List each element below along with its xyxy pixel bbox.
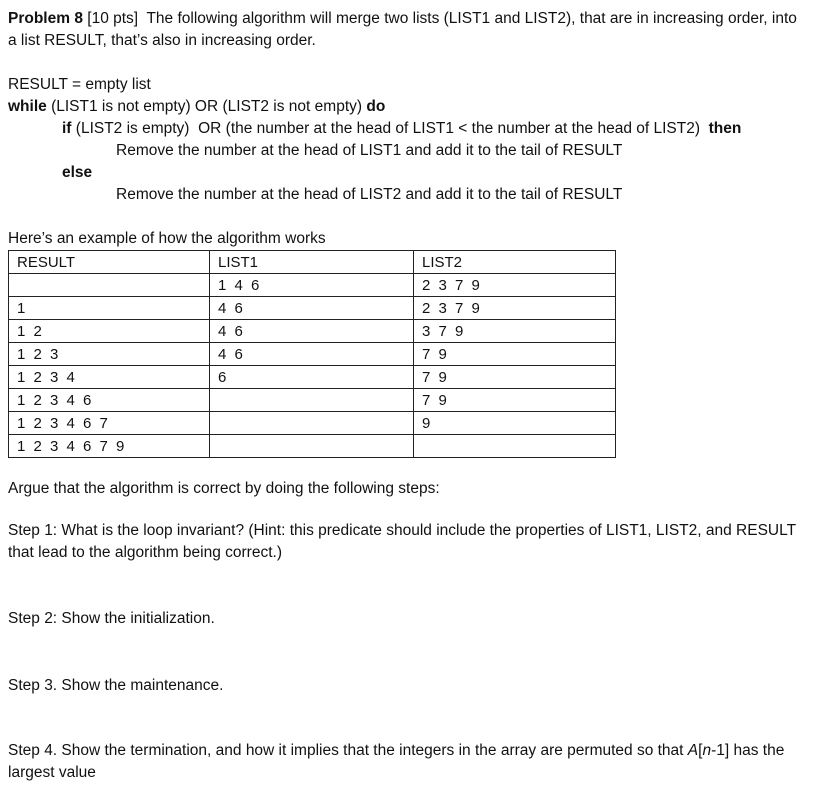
cell-list1: 6	[210, 366, 414, 389]
algo-line-then-action: Remove the number at the head of LIST1 and add it to the tail of RESULT	[116, 142, 623, 159]
argue-instruction: Argue that the algorithm is correct by doing the following steps:	[8, 480, 440, 497]
cell-result: 1	[9, 297, 210, 320]
problem-statement	[8, 8, 808, 52]
cell-list2: 2 3 7 9	[414, 297, 616, 320]
cell-result: 1 2 3 4 6	[9, 389, 210, 412]
table-row	[9, 343, 616, 366]
step-4-bracket: [	[698, 742, 703, 759]
table-row	[9, 274, 616, 297]
do-keyword: do	[366, 98, 386, 115]
cell-result: 1 2	[9, 320, 210, 343]
while-keyword: while	[8, 98, 47, 115]
cell-result: 1 2 3 4	[9, 366, 210, 389]
table-row	[9, 366, 616, 389]
cell-list1: 4 6	[210, 343, 414, 366]
algo-line-result-init: RESULT = empty list	[8, 76, 151, 93]
table-row	[9, 297, 616, 320]
table-header-row	[9, 251, 616, 274]
algo-line-if	[62, 118, 741, 140]
problem-text: The following algorithm will merge two lists (LIST1 and LIST2), that are in increasing order, into a list RESULT, that’s also in increasing order.	[8, 10, 797, 49]
array-symbol: A	[687, 742, 699, 759]
algo-line-while	[8, 96, 385, 118]
cell-list2	[414, 435, 616, 458]
example-caption: Here’s an example of how the algorithm works	[8, 230, 326, 247]
if-keyword: if	[62, 120, 72, 137]
header-list2: LIST2	[414, 251, 616, 274]
table-row	[9, 435, 616, 458]
step-4-text: Step 4. Show the termination, and how it implies that the integers in the array are permuted so that	[8, 742, 688, 759]
header-result: RESULT	[9, 251, 210, 274]
header-list1: LIST1	[210, 251, 414, 274]
cell-list1	[210, 389, 414, 412]
cell-result: 1 2 3 4 6 7 9	[9, 435, 210, 458]
cell-list1	[210, 435, 414, 458]
step-4-rest: -1] has the largest value	[8, 742, 785, 781]
cell-list2: 7 9	[414, 389, 616, 412]
cell-list2: 3 7 9	[414, 320, 616, 343]
if-condition-2: OR (the number at the head of LIST1 < the number at the head of LIST2)	[198, 120, 701, 137]
index-variable: n	[702, 742, 712, 759]
problem-points: [10 pts]	[87, 10, 139, 27]
cell-list1: 4 6	[210, 297, 414, 320]
cell-list1: 4 6	[210, 320, 414, 343]
cell-list2: 9	[414, 412, 616, 435]
if-condition-1: (LIST2 is empty)	[75, 120, 190, 137]
step-3: Step 3. Show the maintenance.	[8, 677, 224, 694]
table-row	[9, 412, 616, 435]
while-condition: (LIST1 is not empty) OR (LIST2 is not empty)	[51, 98, 363, 115]
cell-result	[9, 274, 210, 297]
else-keyword: else	[62, 164, 93, 181]
cell-list2: 2 3 7 9	[414, 274, 616, 297]
table-row	[9, 320, 616, 343]
step-4	[8, 740, 808, 784]
cell-list2: 7 9	[414, 343, 616, 366]
step-1: Step 1: What is the loop invariant? (Hint: this predicate should include the properties of LIST1, LIST2, and RESULT that lead to the algorithm being correct.)	[8, 522, 796, 561]
algo-line-else-action: Remove the number at the head of LIST2 and add it to the tail of RESULT	[116, 186, 623, 203]
table-row	[9, 389, 616, 412]
cell-list1	[210, 412, 414, 435]
problem-label: Problem 8	[8, 10, 83, 27]
cell-result: 1 2 3 4 6 7	[9, 412, 210, 435]
cell-list2: 7 9	[414, 366, 616, 389]
step-2: Step 2: Show the initialization.	[8, 610, 215, 627]
then-keyword: then	[708, 120, 742, 137]
example-table	[8, 250, 616, 458]
cell-list1: 1 4 6	[210, 274, 414, 297]
cell-result: 1 2 3	[9, 343, 210, 366]
